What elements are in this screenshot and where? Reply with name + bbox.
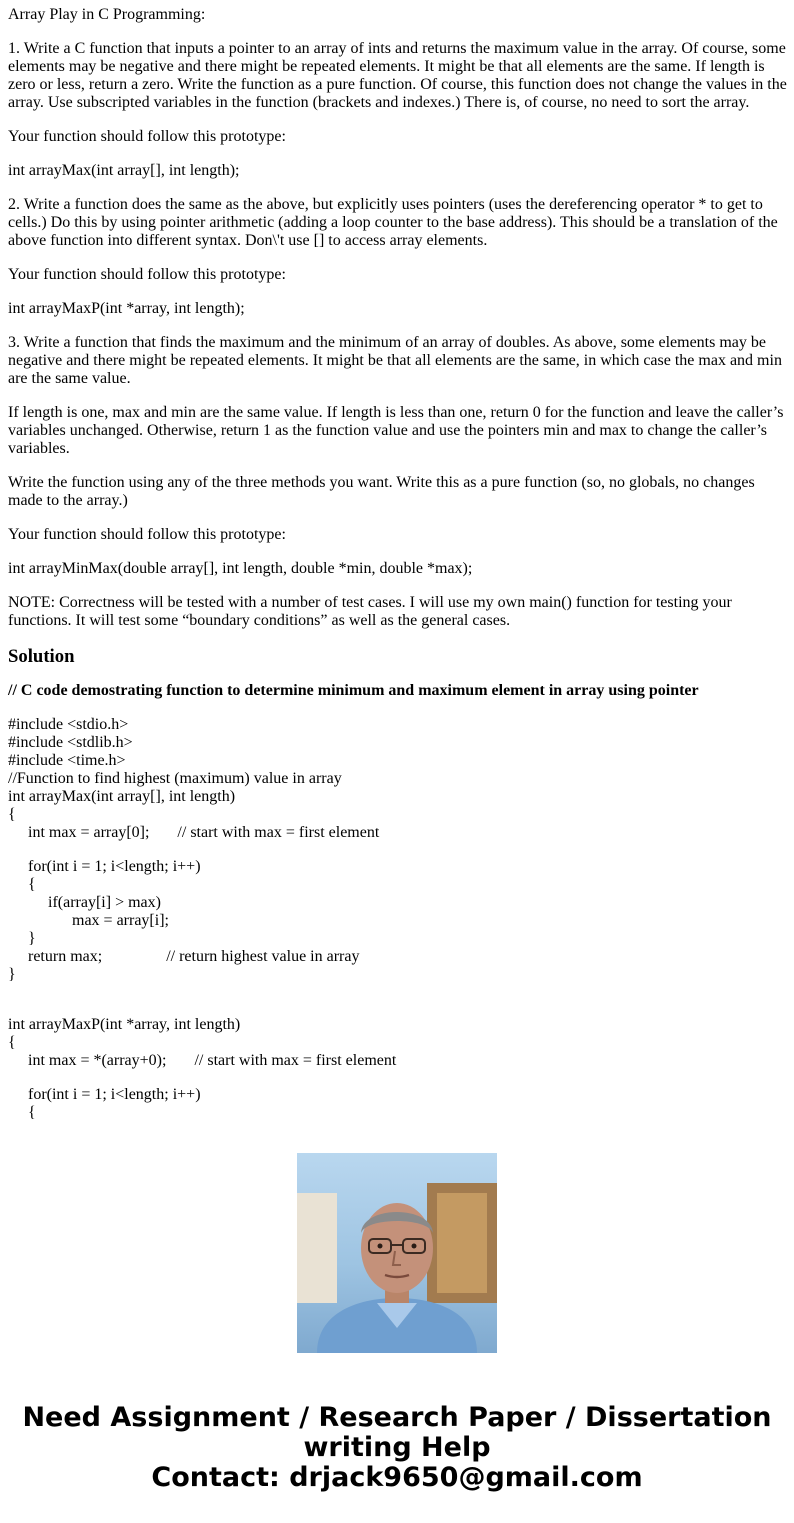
promo-line-1: Need Assignment / Research Paper / Dissertation [22, 1402, 772, 1433]
code-blank-line [8, 842, 788, 858]
code-line: { [28, 1104, 36, 1121]
code-text: int max = *(array+0); [28, 1052, 167, 1069]
code-blank-line [8, 1000, 788, 1016]
question-note: NOTE: Correctness will be tested with a number of test cases. I will use my own main() function for testing your functions. It will test some “boundary conditions” as well as the general cases. [8, 594, 732, 629]
code-line: //Function to find highest (maximum) value in array [8, 770, 342, 787]
prototype-array-max-p: int arrayMaxP(int *array, int length); [8, 300, 245, 317]
code-line [8, 1052, 788, 1070]
solution-heading: Solution [8, 646, 75, 667]
question-paragraph-1: 1. Write a C function that inputs a pointer to an array of ints and returns the maximum value in the array. Of course, some elements may be negative and there might be repeated elements. It might be that all elements are the same. If length is zero or less, return a zero. Write the function as a pure function. Of course, this function does not change the values in the array. Use subscripted variables in the function (brackets and indexes.) There is, of course, no need to sort the array. [8, 40, 787, 111]
code-line: } [28, 930, 36, 947]
author-avatar [297, 1153, 497, 1353]
code-blank-line [8, 1070, 788, 1086]
code-comment: // start with max = first element [194, 1052, 397, 1069]
prototype-array-max: int arrayMax(int array[], int length); [8, 162, 240, 179]
prototype-label-2: Your function should follow this prototype: [8, 266, 286, 283]
code-line: int arrayMaxP(int *array, int length) [8, 1016, 241, 1033]
code-comment: // return highest value in array [166, 948, 360, 965]
code-text: return max; [28, 948, 103, 965]
code-line: { [8, 806, 16, 823]
promo-contact: Contact: drjack9650@gmail.com [151, 1462, 643, 1493]
prototype-array-min-max: int arrayMinMax(double array[], int length, double *min, double *max); [8, 560, 473, 577]
code-line: { [8, 1034, 16, 1051]
code-line: for(int i = 1; i<length; i++) [28, 1086, 201, 1103]
question-paragraph-3: 3. Write a function that finds the maximum and the minimum of an array of doubles. As above, some elements may be negative and there might be repeated elements. It might be that all elements are the same, in which case the max and min are the same value. [8, 334, 782, 387]
code-line: #include <stdlib.h> [8, 734, 133, 751]
question-title: Array Play in C Programming: [8, 6, 206, 23]
code-line [8, 824, 788, 842]
code-blank-line [8, 984, 788, 1000]
question-paragraph-2: 2. Write a function does the same as the above, but explicitly uses pointers (uses the dereferencing operator * to get to cells.) Do this by using pointer arithmetic (adding a loop counter to the base address). This should be a translation of the above function into different syntax. Don\'t use [] to access array elements. [8, 196, 778, 249]
prototype-label-1: Your function should follow this prototype: [8, 128, 286, 145]
code-block [8, 716, 788, 1121]
promo-line-2: writing Help [303, 1432, 491, 1463]
prototype-label-3: Your function should follow this prototype: [8, 526, 286, 543]
code-line [8, 948, 788, 966]
author-portrait-image [297, 1153, 497, 1353]
question-paragraph-4: If length is one, max and min are the same value. If length is less than one, return 0 for the function and leave the caller’s variables unchanged. Otherwise, return 1 as the function value and use the pointers min and max to change the caller’s variables. [8, 404, 784, 457]
code-line: } [8, 966, 16, 983]
question-paragraph-5: Write the function using any of the three methods you want. Write this as a pure function (so, no globals, no changes made to the array.) [8, 474, 755, 509]
code-line: for(int i = 1; i<length; i++) [28, 858, 201, 875]
code-line: if(array[i] > max) [48, 894, 161, 911]
code-text: int max = array[0]; [28, 824, 150, 841]
code-line: int arrayMax(int array[], int length) [8, 788, 236, 805]
code-line: max = array[i]; [72, 912, 169, 929]
document-page [8, 6, 788, 1121]
promo-banner [0, 1403, 794, 1493]
code-comment-heading: // C code demostrating function to determine minimum and maximum element in array using pointer [8, 682, 699, 699]
code-line: #include <time.h> [8, 752, 126, 769]
code-line: { [28, 876, 36, 893]
code-comment: // start with max = first element [177, 824, 380, 841]
code-line: #include <stdio.h> [8, 716, 129, 733]
